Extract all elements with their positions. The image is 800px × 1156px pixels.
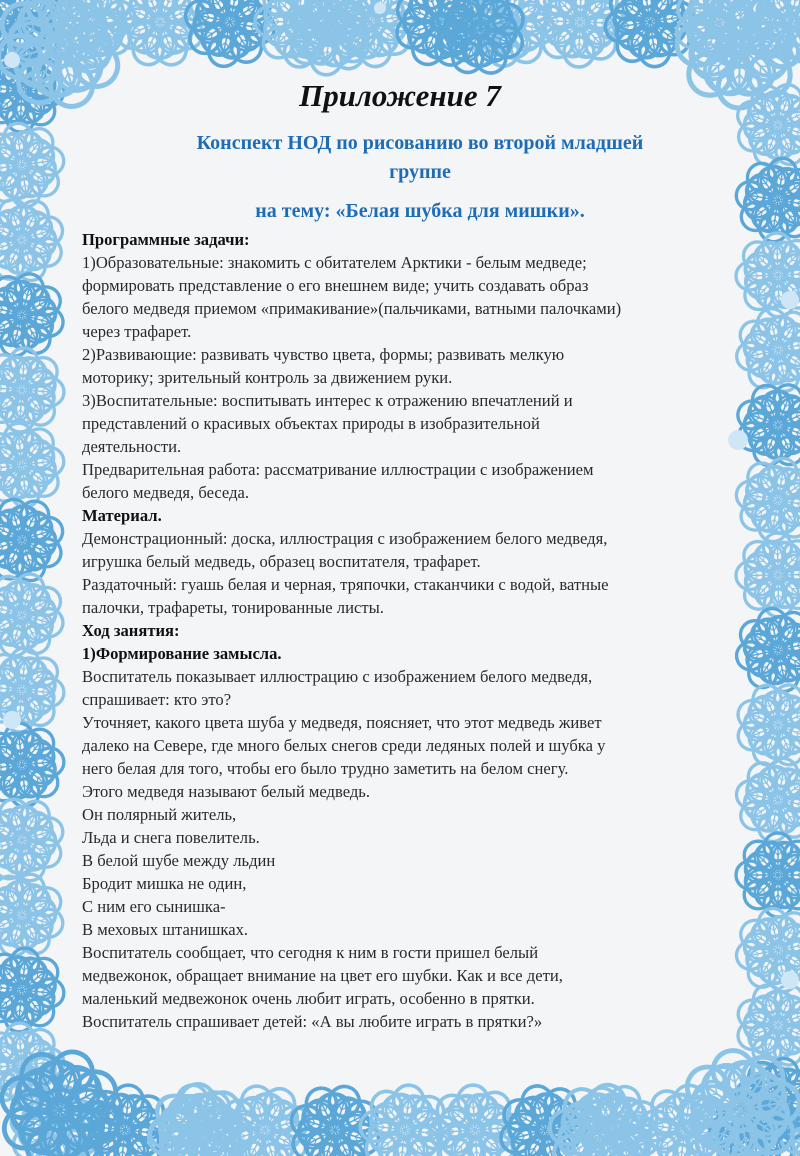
page-heading: Приложение 7	[299, 78, 501, 113]
text-line: Этого медведя называют белый медведь.	[82, 782, 371, 801]
text-line: далеко на Севере, где много белых снегов среди ледяных полей и шубка у	[82, 736, 606, 755]
text-line: 2)Развивающие: развивать чувство цвета, формы; развивать мелкую	[82, 345, 565, 364]
snow-bubble	[374, 2, 386, 14]
text-line: спрашивает: кто это?	[82, 690, 232, 709]
text-line: белого медведя, беседа.	[82, 483, 250, 502]
text-line: В белой шубе между льдин	[82, 851, 276, 870]
text-line: Воспитатель сообщает, что сегодня к ним в гости пришел белый	[82, 943, 539, 962]
snowflake-icon	[0, 957, 55, 1022]
text-line: Воспитатель показывает иллюстрацию с изображением белого медведя,	[82, 667, 593, 686]
text-line: маленький медвежонок очень любит играть, особенно в прятки.	[82, 989, 535, 1008]
section-heading: Ход занятия:	[82, 621, 180, 640]
text-line: деятельности.	[82, 437, 182, 456]
snowflake-icon	[0, 279, 58, 352]
text-line: Воспитатель спрашивает детей: «А вы любите играть в прятки?»	[82, 1012, 543, 1031]
snowflake-icon	[0, 800, 62, 880]
text-line: него белая для того, чтобы его было трудно заметить на белом снегу.	[82, 759, 569, 778]
snowflake-icon	[295, 0, 366, 65]
text-line: Раздаточный: гуашь белая и черная, тряпочки, стаканчики с водой, ватные	[82, 575, 609, 594]
text-line: представлений о красивых объектах природы в изобразительной	[82, 414, 540, 433]
snowflake-icon	[0, 500, 62, 580]
text-line: игрушка белый медведь, образец воспитателя, трафарет.	[82, 552, 481, 571]
subtitle-line-1: Конспект НОД по рисованию во второй младшей	[196, 132, 644, 154]
section-heading: Материал.	[82, 506, 162, 525]
snow-bubble	[3, 711, 21, 729]
text-line: Льда и снега повелитель.	[82, 828, 260, 847]
text-line: Уточняет, какого цвета шуба у медведя, поясняет, что этот медведь живет	[82, 713, 602, 732]
text-line: 1)Образовательные: знакомить с обитателем Арктики - белым медведе;	[82, 253, 587, 272]
text-line: медвежонок, обращает внимание на цвет его шубки. Как и все дети,	[82, 966, 563, 985]
snow-bubble	[4, 52, 20, 68]
snowflake-icon	[0, 123, 64, 206]
snowflake-icon	[0, 200, 62, 279]
text-line: Демонстрационный: доска, иллюстрация с изображением белого медведя,	[82, 529, 608, 548]
text-line: моторику; зрительный контроль за движением руки.	[82, 368, 453, 387]
text-line: через трафарет.	[82, 322, 192, 341]
text-line: В меховых штанишках.	[82, 920, 249, 939]
snowflake-icon	[0, 723, 64, 806]
text-line: Бродит мишка не один,	[82, 874, 247, 893]
snowflake-icon	[695, 0, 786, 90]
snowflake-icon	[0, 358, 54, 421]
text-line: Он полярный житель,	[82, 805, 237, 824]
text-line: белого медведя приемом «примакивание»(пальчиками, ватными палочками)	[82, 299, 622, 318]
snowflake-icon	[547, 0, 613, 55]
snowflake-icon	[0, 423, 64, 506]
snowflake-icon	[744, 166, 800, 234]
section-heading: Программные задачи:	[82, 230, 250, 249]
subtitle-line-2: группе	[389, 161, 451, 183]
snowflake-icon	[0, 878, 59, 952]
text-line: формировать представление о его внешнем виде; учить создавать образ	[82, 276, 589, 295]
snow-bubble	[781, 971, 799, 989]
text-line: С ним его сынишка-	[82, 897, 226, 916]
snowflake-icon	[0, 578, 59, 651]
text-line: палочки, трафареты, тонированные листы.	[82, 598, 384, 617]
snowflake-icon	[149, 1084, 251, 1156]
subtitle-line-3: на тему: «Белая шубка для мишки».	[255, 200, 585, 222]
text-line: 3)Воспитательные: воспитывать интерес к отражению впечатлений и	[82, 391, 573, 410]
text-line: Предварительная работа: рассматривание иллюстрации с изображением	[82, 460, 594, 479]
section-heading: 1)Формирование замысла.	[82, 644, 282, 663]
snow-bubble	[781, 291, 799, 309]
snowflake-icon	[557, 1092, 643, 1156]
document-body	[82, 228, 762, 1033]
